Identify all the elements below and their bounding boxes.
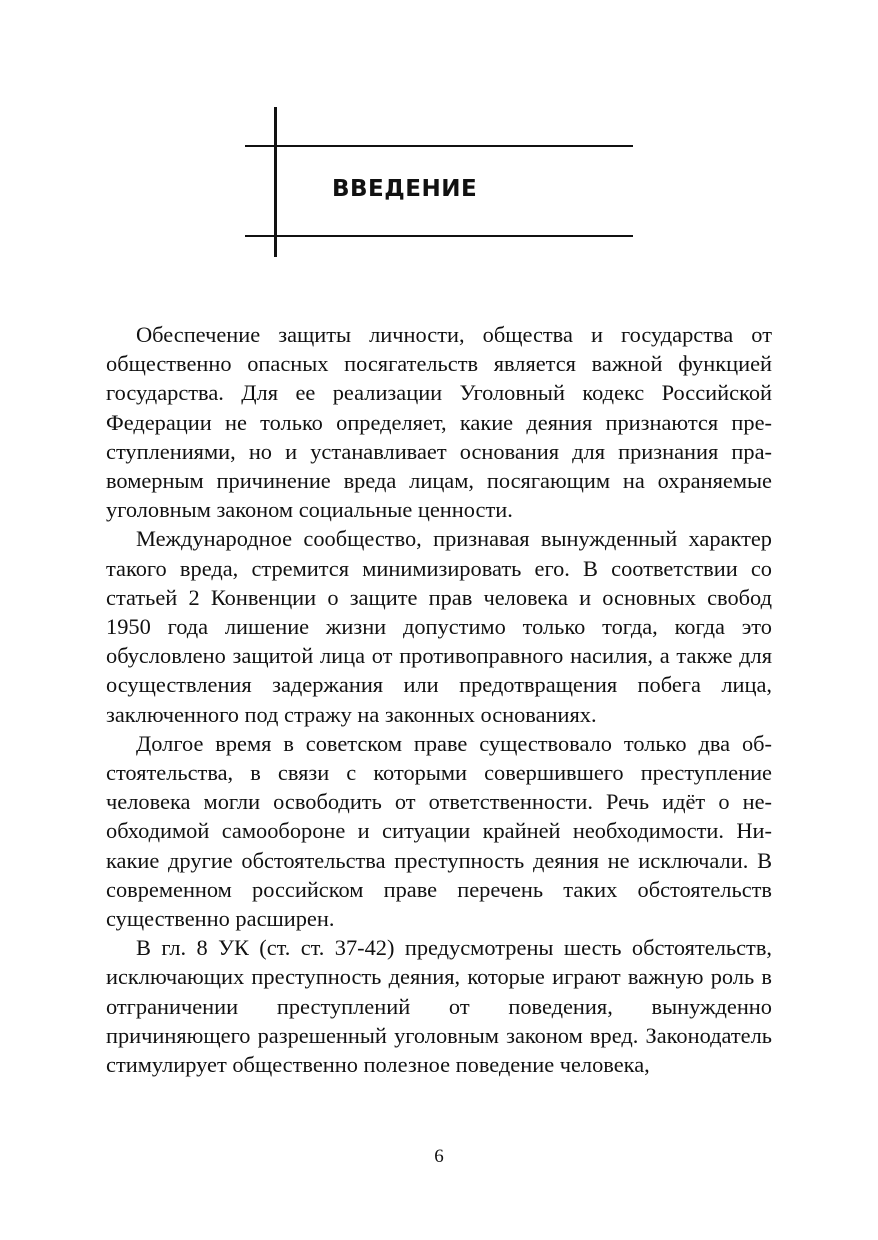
paragraph-1: Обеспечение защиты личности, общества и государства от общественно опасных посягательств является важной функцией государства. Для ее реализации Уголовный кодекс Российской Федерации не только определяет, какие деяния признаются преступлениями, но и устанавливает основания для признания правомерным причинение вреда лицам, посягающим на охраняемые уголовным законом социальные ценности. bbox=[106, 322, 772, 523]
paragraph-4: В гл. 8 УК (ст. ст. 37-42) предусмотрены шесть обстоятельств, исключающих преступность деяния, которые играют важную роль в отграничении преступлений от поведения, вынужденно причиняющего разрешенный уголовным законом вред. Законодатель стимулирует общественно полезное поведение человека, bbox=[106, 935, 772, 1078]
body-text bbox=[106, 320, 772, 1079]
heading-top-rule bbox=[245, 145, 633, 147]
heading-bottom-rule bbox=[245, 235, 633, 237]
page-number: 6 bbox=[434, 1146, 444, 1167]
chapter-title: ВВЕДЕНИЕ bbox=[332, 176, 478, 202]
paragraph-2: Международное сообщество, признавая вынужденный характер такого вреда, стремится минимизировать его. В соответствии со статьей 2 Конвенции о защите прав человека и основных свобод 1950 года лишение жизни допустимо только тогда, когда это обусловлено защитой лица от противоправного насилия, а также для осуществления задержания или предотвращения побега лица, заключенного под стражу на законных основаниях. bbox=[106, 526, 772, 727]
chapter-heading-block bbox=[0, 0, 878, 300]
paragraph-3: Долгое время в советском праве существовало только два обстоятельства, в связи с которыми совершившего преступление человека могли освободить от ответственности. Речь идёт о необходимой самообороне и ситуации крайней необходимости. Никакие другие обстоятельства преступность деяния не исключали. В современном российском праве перечень таких обстоятельств существенно расширен. bbox=[106, 730, 772, 932]
